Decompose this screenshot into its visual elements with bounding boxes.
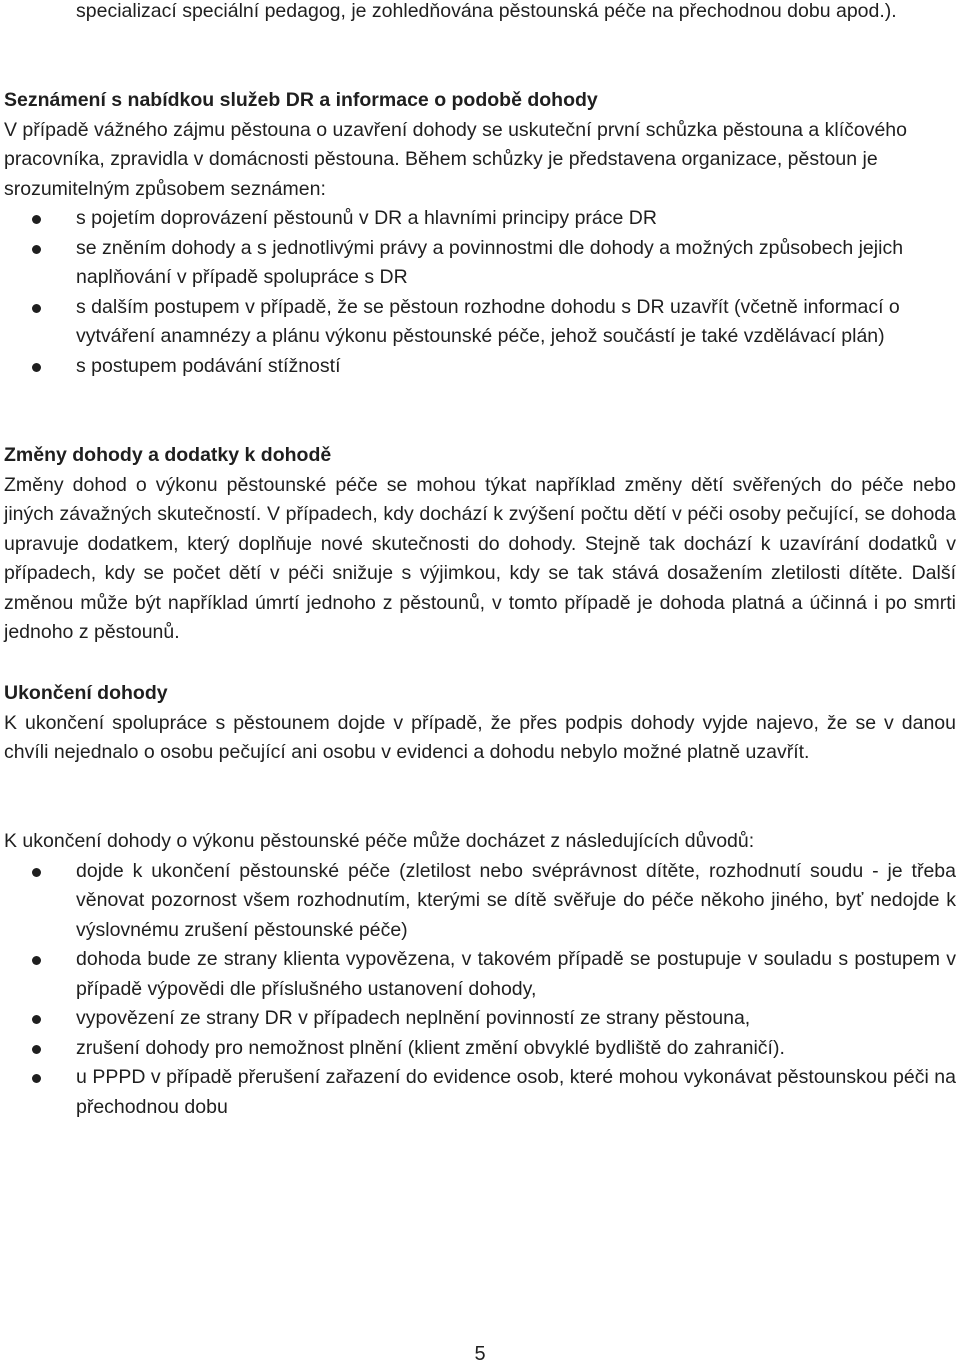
intro-continuation-block [4, 0, 956, 27]
list-item [4, 352, 956, 382]
list-item [4, 234, 956, 293]
list-item-text: zrušení dohody pro nemožnost plnění (klient změní obvyklé bydliště do zahraničí). [76, 1036, 785, 1059]
list-item [4, 1063, 956, 1122]
list-item [4, 1034, 956, 1064]
list-item [4, 1004, 956, 1034]
section-termination-paragraph-2: K ukončení dohody o výkonu pěstounské péče může docházet z následujících důvodů: [4, 830, 755, 852]
list-item [4, 293, 956, 352]
bullet-icon [32, 1074, 41, 1083]
intro-continuation-text: specializací speciální pedagog, je zohledňována pěstounská péče na přechodnou dobu apod.). [76, 0, 897, 22]
list-item [4, 857, 956, 946]
bullet-icon [32, 1045, 41, 1054]
section-changes [4, 441, 956, 648]
list-item-text: dohoda bude ze strany klienta vypovězena, v takovém případě se postupuje v souladu s postupem v případě výpovědi dle příslušného ustanovení dohody, [76, 948, 956, 1000]
list-item-text: se zněním dohody a s jednotlivými právy a povinnostmi dle dohody a možných způsobech jejich naplňování v případě spolupráce s DR [76, 236, 904, 288]
section-termination [4, 679, 956, 768]
list-item-text: u PPPD v případě přerušení zařazení do evidence osob, které mohou vykonávat pěstounskou péči na přechodnou dobu [76, 1066, 956, 1118]
section-introduction-paragraph: V případě vážného zájmu pěstouna o uzavření dohody se uskuteční první schůzka pěstouna a klíčového pracovníka, zpravidla v domácnosti pěstouna. Během schůzky je představena organizace, pěstoun je srozumitelným způsobem seznámen: [4, 118, 907, 200]
section-termination-reasons [4, 827, 956, 1122]
list-item [4, 204, 956, 234]
bullet-icon [32, 868, 41, 877]
bullet-icon [32, 245, 41, 254]
section-changes-heading: Změny dohody a dodatky k dohodě [4, 444, 332, 466]
list-item-text: vypovězení ze strany DR v případech neplnění povinností ze strany pěstouna, [76, 1007, 751, 1029]
section-termination-heading: Ukončení dohody [4, 682, 168, 704]
bullet-icon [32, 215, 41, 224]
section-termination-list [4, 857, 956, 1123]
list-item-text: s pojetím doprovázení pěstounů v DR a hlavními principy práce DR [76, 207, 657, 229]
page-number: 5 [474, 1343, 486, 1365]
section-introduction-heading: Seznámení s nabídkou služeb DR a informace o podobě dohody [4, 89, 598, 111]
bullet-icon [32, 363, 41, 372]
section-termination-paragraph-1: K ukončení spolupráce s pěstounem dojde v případě, že přes podpis dohody vyjde najevo, že se v danou chvíli nejednalo o osobu pečující ani osobu v evidenci a dohodu nebylo možné platně uzavřít. [4, 711, 956, 763]
section-introduction-list [4, 204, 956, 381]
bullet-icon [32, 956, 41, 965]
list-item [4, 945, 956, 1004]
section-introduction [4, 86, 956, 381]
bullet-icon [32, 304, 41, 313]
list-item-text: s postupem podávání stížností [76, 354, 341, 377]
section-changes-paragraph: Změny dohod o výkonu pěstounské péče se mohou týkat například změny dětí svěřených do péče nebo jiných závažných skutečností. V případech, kdy dochází k zvýšení počtu dětí v péči osoby pečující, se dohoda upravuje dodatkem, který doplňuje nové skutečnosti do dohody. Stejně tak dochází k uzavírání dodatků v případech, kdy se počet dětí v péči snižuje s výjimkou, kdy se tak stává dosažením zletilosti dítěte. Další změnou může být například úmrtí jednoho z pěstounů, v tomto případě je dohoda platná a účinná i po smrti jednoho z pěstounů. [4, 473, 956, 643]
list-item-text: s dalším postupem v případě, že se pěstoun rozhodne dohodu s DR uzavřít (včetně informací o vytváření anamnézy a plánu výkonu pěstounské péče, jehož součástí je také vzdělávací plán) [76, 295, 900, 347]
bullet-icon [32, 1015, 41, 1024]
list-item-text: dojde k ukončení pěstounské péče (zletilost nebo svéprávnost dítěte, rozhodnutí soudu - je třeba věnovat pozornost všem rozhodnutím, kterými se dítě svěřuje do péče někoho jiného, byť nedojde k výslovnému zrušení pěstounské péče) [76, 859, 956, 941]
